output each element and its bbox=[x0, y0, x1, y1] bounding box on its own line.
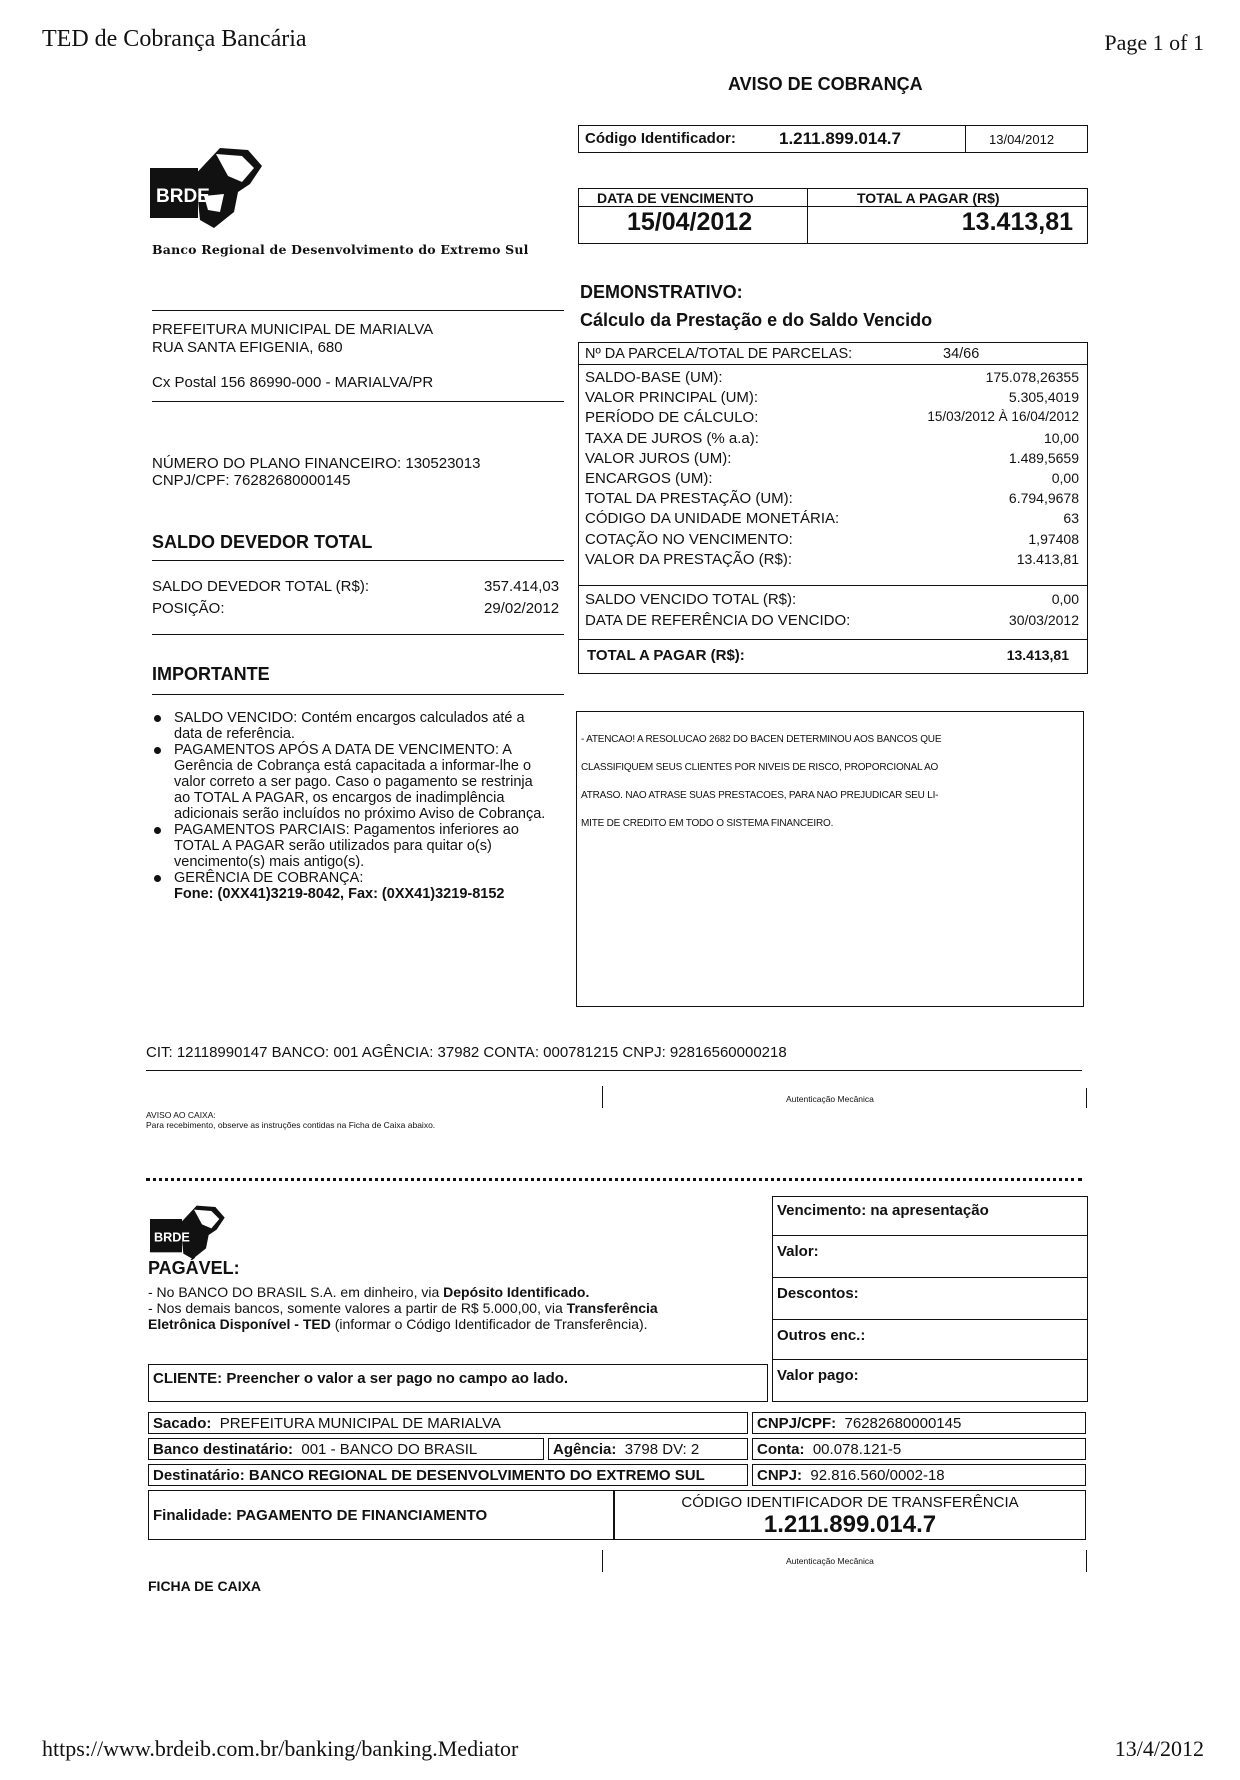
client-note: CLIENTE: Preencher o valor a ser pago no campo ao lado. bbox=[148, 1364, 768, 1402]
payer-cell: Sacado: PREFEITURA MUNICIPAL DE MARIALVA bbox=[148, 1412, 748, 1434]
due-label: DATA DE VENCIMENTO bbox=[597, 190, 754, 206]
important-item: PAGAMENTOS PARCIAIS: Pagamentos inferiores ao TOTAL A PAGAR serão utilizados para quitar o(s) vencimento(s) mais antigo(s). bbox=[148, 822, 548, 870]
logo-text: BRDE bbox=[156, 186, 210, 207]
discount-field[interactable]: Descontos: bbox=[777, 1285, 859, 1302]
bank-name: Banco Regional de Desenvolvimento do Extremo Sul bbox=[152, 242, 529, 257]
cut-line bbox=[146, 1178, 1082, 1181]
important-item bbox=[148, 870, 548, 902]
brde-logo bbox=[150, 140, 270, 235]
balance-heading: SALDO DEVEDOR TOTAL bbox=[152, 532, 373, 552]
warning-line: - ATENCAO! A RESOLUCAO 2682 DO BACEN DETERMINOU AOS BANCOS QUE bbox=[581, 734, 942, 745]
statement-total-value: 13.413,81 bbox=[1006, 647, 1069, 663]
statement-table bbox=[578, 342, 1088, 674]
installment-value: 34/66 bbox=[943, 346, 980, 362]
important-heading: IMPORTANTE bbox=[152, 664, 270, 684]
transfer-code-value: 1.211.899.014.7 bbox=[763, 1511, 937, 1538]
cashier-auth: Autenticação Mecânica bbox=[786, 1094, 874, 1104]
statement-row: TOTAL DA PRESTAÇÃO (UM): 6.794,9678 bbox=[585, 490, 1079, 508]
due-value: 15/04/2012 bbox=[627, 208, 753, 236]
dest-bank-cell: Banco destinatário: 001 - BANCO DO BRASIL bbox=[148, 1438, 544, 1460]
statement-subheading: Cálculo da Prestação e do Saldo Vencido bbox=[580, 310, 933, 330]
statement-row: PERÍODO DE CÁLCULO: 15/03/2012 À 16/04/2012 bbox=[585, 409, 1079, 427]
client-street: RUA SANTA EFIGENIA, 680 bbox=[152, 339, 343, 356]
client-postal: Cx Postal 156 86990-000 - MARIALVA/PR bbox=[152, 374, 434, 391]
statement-row: ENCARGOS (UM): 0,00 bbox=[585, 469, 1079, 487]
code-label: Código Identificador: bbox=[585, 130, 736, 147]
dest-cnpj-cell: CNPJ: 92.816.560/0002-18 bbox=[752, 1464, 1086, 1486]
account-cell: Conta: 00.078.121-5 bbox=[752, 1438, 1086, 1460]
purpose-cell: Finalidade: PAGAMENTO DE FINANCIAMENTO bbox=[148, 1490, 614, 1540]
statement-heading: DEMONSTRATIVO: bbox=[580, 282, 743, 302]
statement-row: TAXA DE JUROS (% a.a): 10,00 bbox=[585, 429, 1079, 447]
due-field[interactable]: Vencimento: na apresentação bbox=[777, 1202, 989, 1219]
slip-logo-text: BRDE bbox=[154, 1230, 190, 1245]
code-box bbox=[578, 125, 1088, 153]
installment-label: Nº DA PARCELA/TOTAL DE PARCELAS: bbox=[585, 346, 853, 362]
overdue-row: SALDO VENCIDO TOTAL (R$): 0,00 bbox=[585, 591, 1079, 608]
balance-total-value: 357.414,03 bbox=[484, 578, 560, 595]
cashier-label: AVISO AO CAIXA: bbox=[146, 1110, 216, 1120]
slip-logo bbox=[150, 1200, 230, 1264]
management-label: GERÊNCIA DE COBRANÇA: bbox=[174, 870, 364, 886]
statement-rows bbox=[585, 369, 1079, 571]
value-field[interactable]: Valor: bbox=[777, 1243, 819, 1260]
important-item: SALDO VENCIDO: Contém encargos calculados até a data de referência. bbox=[148, 710, 548, 742]
payable-heading: PAGÁVEL: bbox=[148, 1258, 240, 1278]
slip-auth: Autenticação Mecânica bbox=[786, 1556, 874, 1566]
position-value: 29/02/2012 bbox=[484, 600, 560, 617]
warning-line: ATRASO. NAO ATRASE SUAS PRESTACOES, PARA NAO PREJUDICAR SEU LI- bbox=[581, 790, 939, 801]
total-label: TOTAL A PAGAR (R$) bbox=[857, 190, 1000, 206]
statement-row: VALOR DA PRESTAÇÃO (R$): 13.413,81 bbox=[585, 550, 1079, 568]
plan-number: NÚMERO DO PLANO FINANCEIRO: 130523013 bbox=[152, 455, 481, 472]
statement-row: VALOR PRINCIPAL (UM): 5.305,4019 bbox=[585, 389, 1079, 407]
position-label: POSIÇÃO: bbox=[152, 600, 225, 617]
statement-row: CÓDIGO DA UNIDADE MONETÁRIA: 63 bbox=[585, 510, 1079, 528]
payer-cnpj-cell: CNPJ/CPF: 76282680000145 bbox=[752, 1412, 1086, 1434]
cashier-text: Para recebimento, observe as instruções contidas na Ficha de Caixa abaixo. bbox=[146, 1120, 436, 1130]
statement-row: COTAÇÃO NO VENCIMENTO: 1,97408 bbox=[585, 530, 1079, 548]
overdue-rows bbox=[585, 591, 1079, 633]
other-field[interactable]: Outros enc.: bbox=[777, 1327, 866, 1344]
payable-text: - No BANCO DO BRASIL S.A. em dinheiro, via Depósito Identificado. - Nos demais bancos, somente valores a partir de R$ 5.000,00, via Transferência Eletrônica Disponível - TED (informar o Código Identificador de Transferência). bbox=[148, 1284, 658, 1332]
agency-cell: Agência: 3798 DV: 2 bbox=[548, 1438, 748, 1460]
statement-row: VALOR JUROS (UM): 1.489,5659 bbox=[585, 449, 1079, 467]
slip-fields bbox=[772, 1196, 1088, 1402]
transfer-code-cell bbox=[614, 1490, 1086, 1540]
statement-row: SALDO-BASE (UM): 175.078,26355 bbox=[585, 369, 1079, 386]
form-title: FICHA DE CAIXA bbox=[148, 1578, 262, 1594]
client-cnpj: CNPJ/CPF: 76282680000145 bbox=[152, 472, 351, 489]
statement-total-label: TOTAL A PAGAR (R$): bbox=[587, 647, 745, 664]
transfer-code-label: CÓDIGO IDENTIFICADOR DE TRANSFERÊNCIA bbox=[681, 1494, 1019, 1511]
notice-title: AVISO DE COBRANÇA bbox=[728, 74, 923, 94]
code-date: 13/04/2012 bbox=[989, 132, 1055, 147]
page-number: Page 1 of 1 bbox=[1104, 30, 1204, 55]
important-item: PAGAMENTOS APÓS A DATA DE VENCIMENTO: A Gerência de Cobrança está capacitada a informar-lhe o valor correto a ser pago. Caso o pagamento se restrinja ao TOTAL A PAGAR, os encargos de inadimplência adicionais serão incluídos no próximo Aviso de Cobrança. bbox=[148, 742, 548, 822]
overdue-row: DATA DE REFERÊNCIA DO VENCIDO: 30/03/2012 bbox=[585, 612, 1079, 629]
paid-field[interactable]: Valor pago: bbox=[777, 1367, 859, 1384]
warning-box bbox=[576, 711, 1084, 1007]
page-url: https://www.brdeib.com.br/banking/banking.Mediator bbox=[42, 1736, 519, 1761]
due-total-box bbox=[578, 188, 1088, 244]
client-name: PREFEITURA MUNICIPAL DE MARIALVA bbox=[152, 321, 434, 338]
balance-total-label: SALDO DEVEDOR TOTAL (R$): bbox=[152, 578, 369, 595]
important-list bbox=[148, 710, 548, 902]
warning-line: MITE DE CREDITO EM TODO O SISTEMA FINANCEIRO. bbox=[581, 818, 834, 829]
page-date: 13/4/2012 bbox=[1114, 1736, 1204, 1761]
code-value: 1.211.899.014.7 bbox=[779, 129, 901, 148]
total-value: 13.413,81 bbox=[961, 208, 1073, 236]
dest-cell: Destinatário: BANCO REGIONAL DE DESENVOLVIMENTO DO EXTREMO SUL bbox=[148, 1464, 748, 1486]
account-line: CIT: 12118990147 BANCO: 001 AGÊNCIA: 37982 CONTA: 000781215 CNPJ: 92816560000218 bbox=[146, 1044, 787, 1061]
management-phone: Fone: (0XX41)3219-8042, Fax: (0XX41)3219-8152 bbox=[174, 886, 505, 902]
page-header-title: TED de Cobrança Bancária bbox=[42, 26, 307, 52]
warning-line: CLASSIFIQUEM SEUS CLIENTES POR NIVEIS DE RISCO, PROPORCIONAL AO bbox=[581, 762, 939, 773]
